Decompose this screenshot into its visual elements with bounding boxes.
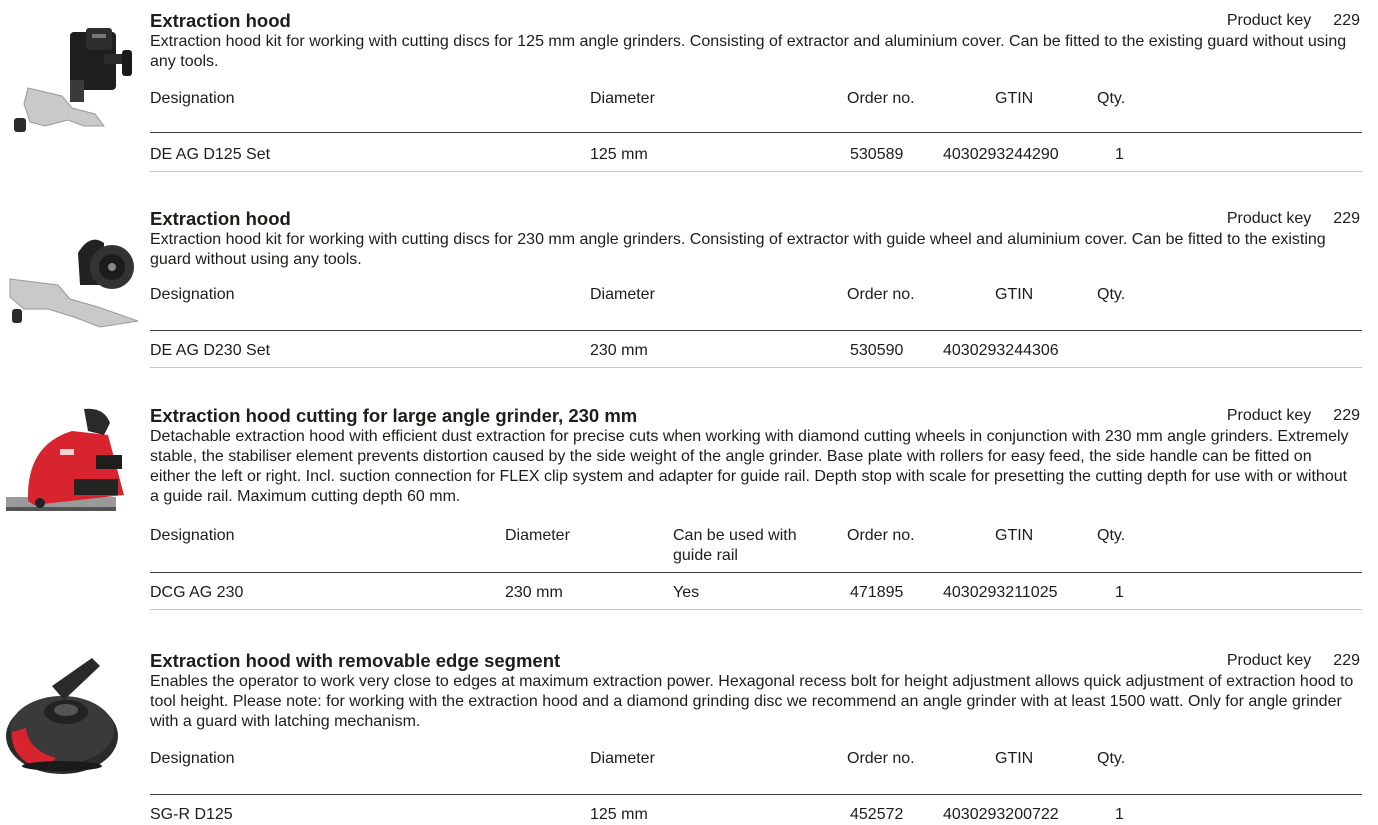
product-description: Detachable extraction hood with efficient dust extraction for precise cuts when working with diamond cutting wheels in conjunction with 230 mm angle grinders. Extremely stable, the stabiliser element prevents distortion caused by the side weight of the angle grinder. Base plate with rollers for easy feed, the side handle can be fitted on either the left or right. Incl. suction connection for FLEX clip system and adapter for guide rail. Depth stop with scale for presetting the cutting depth for use with or without a guide rail. Maximum cutting depth 60 mm. (150, 428, 1349, 505)
header-guide-rail: Can be used with guide rail (673, 527, 797, 564)
header-qty: Qty. (1097, 527, 1126, 544)
product-key (1227, 10, 1360, 32)
cell-diameter: 125 mm (590, 146, 648, 163)
product-description: Extraction hood kit for working with cutting discs for 230 mm angle grinders. Consisting of extractor with guide wheel and aluminium cover. Can be fitted to the existing guard without using any tools. (150, 231, 1326, 268)
product-title: Extraction hood cutting for large angle grinder, 230 mm (150, 405, 638, 426)
header-gtin: GTIN (995, 90, 1034, 107)
product-key-label: Product key (1226, 210, 1312, 227)
cell-order-no: 471895 (850, 584, 904, 601)
header-qty: Qty. (1097, 90, 1126, 107)
header-order-no: Order no. (847, 286, 915, 303)
product-description: Extraction hood kit for working with cutting discs for 125 mm angle grinders. Consisting of extractor and aluminium cover. Can be fitted to the existing guard without using any tools. (150, 33, 1347, 70)
cell-order-no: 530589 (850, 146, 904, 163)
cell-qty: 1 (1115, 584, 1124, 601)
cell-designation: SG-R D125 (150, 806, 233, 823)
header-qty: Qty. (1097, 750, 1126, 767)
header-order-no: Order no. (847, 527, 915, 544)
cell-gtin: 4030293244290 (943, 146, 1059, 163)
cell-designation: DE AG D230 Set (150, 342, 271, 359)
header-diameter: Diameter (590, 750, 655, 767)
product-title: Extraction hood with removable edge segment (150, 650, 561, 671)
product-key (1227, 650, 1360, 672)
product-key-value: 229 (1333, 12, 1360, 29)
row-divider (150, 609, 1362, 610)
header-diameter: Diameter (590, 286, 655, 303)
header-designation: Designation (150, 527, 235, 544)
cell-diameter: 230 mm (590, 342, 648, 359)
header-designation: Designation (150, 750, 235, 767)
row-divider (150, 367, 1362, 368)
header-gtin: GTIN (995, 286, 1034, 303)
header-designation: Designation (150, 90, 235, 107)
product-key (1227, 208, 1360, 230)
header-gtin: GTIN (995, 527, 1034, 544)
header-qty: Qty. (1097, 286, 1126, 303)
product-key-value: 229 (1333, 407, 1360, 424)
product-key-value: 229 (1333, 210, 1360, 227)
cell-gtin: 4030293211025 (943, 584, 1058, 601)
product-description: Enables the operator to work very close to edges at maximum extraction power. Hexagonal recess bolt for height adjustment allows quick adjustment of extraction hood to tool height. Please note: for working with the extraction hood and a diamond grinding disc we recommend an angle grinder with at least 1500 watt. Only for angle grinder with a guard with latching mechanism. (150, 673, 1354, 730)
cell-diameter: 125 mm (590, 806, 648, 823)
round-grinding-hood-icon (0, 650, 150, 790)
product-key-label: Product key (1226, 12, 1312, 29)
red-cutting-hood-icon (0, 405, 150, 545)
product-key-label: Product key (1226, 407, 1312, 424)
cell-diameter: 230 mm (505, 584, 563, 601)
cell-gtin: 4030293200722 (943, 806, 1059, 823)
product-block (0, 650, 1378, 825)
product-key-label: Product key (1226, 652, 1312, 669)
cell-guide-rail: Yes (673, 584, 700, 601)
product-block (0, 405, 1378, 615)
table-rule (150, 132, 1362, 133)
cell-designation: DCG AG 230 (150, 584, 244, 601)
extraction-hood-kit-wheel-icon (0, 213, 150, 353)
cell-order-no: 452572 (850, 806, 904, 823)
cell-qty: 1 (1115, 146, 1124, 163)
cell-qty: 1 (1115, 806, 1124, 823)
header-order-no: Order no. (847, 750, 915, 767)
product-block (0, 208, 1378, 373)
header-diameter: Diameter (505, 527, 570, 544)
header-gtin: GTIN (995, 750, 1034, 767)
product-title: Extraction hood (150, 208, 291, 229)
extraction-hood-kit-small-icon (0, 10, 150, 150)
header-diameter: Diameter (590, 90, 655, 107)
product-block (0, 10, 1378, 175)
row-divider (150, 171, 1362, 172)
header-designation: Designation (150, 286, 235, 303)
cell-order-no: 530590 (850, 342, 904, 359)
table-rule (150, 572, 1362, 573)
product-key-value: 229 (1333, 652, 1360, 669)
table-rule (150, 330, 1362, 331)
header-order-no: Order no. (847, 90, 915, 107)
cell-designation: DE AG D125 Set (150, 146, 271, 163)
product-key (1227, 405, 1360, 427)
table-rule (150, 794, 1362, 795)
table-header (150, 526, 1362, 566)
cell-gtin: 4030293244306 (943, 342, 1059, 359)
product-title: Extraction hood (150, 10, 291, 31)
